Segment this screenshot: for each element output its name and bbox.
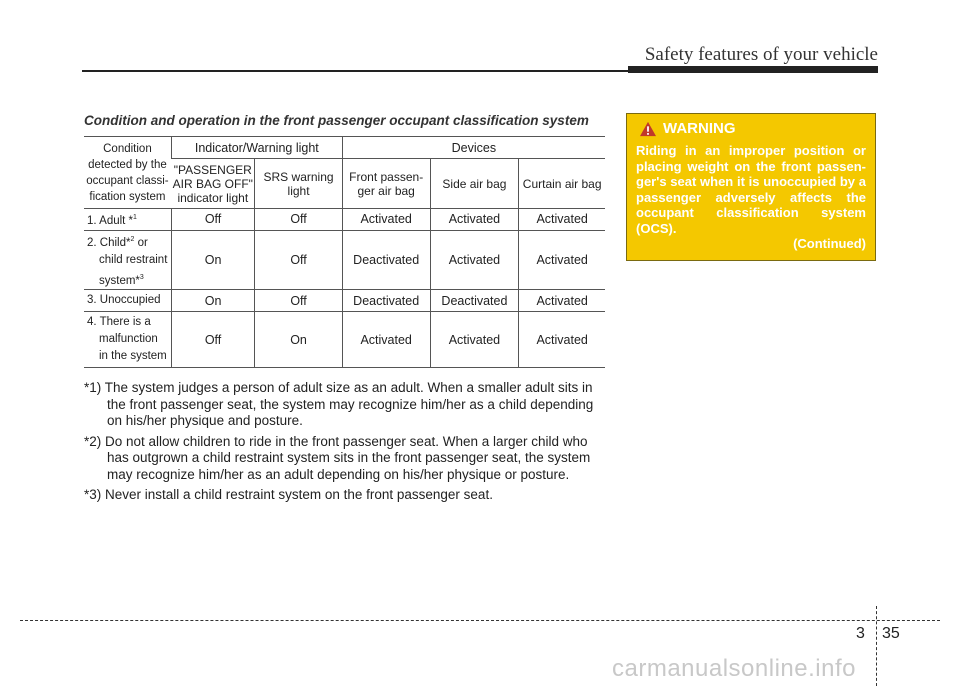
cell-front: Activated [342,209,430,231]
warning-heading: WARNING [663,120,736,137]
table-row [84,290,605,312]
header-tab-bar [628,66,878,73]
cell-side: Activated [430,230,519,290]
cell-curtain: Activated [519,230,605,290]
page-number: 35 [882,625,900,642]
row-condition: 3. Unoccupied [84,290,171,312]
cell-front: Activated [342,312,430,368]
cell-srs: On [255,312,343,368]
warning-body: Riding in an improper position or placing weight on the front passen- ger's seat when it is unoccupied by a passenger adversely affects the occupant classification system (OCS). [636,143,866,236]
row-condition: 2. Child*$^2$ or child restraint system*$^3$ [84,230,171,290]
cell-pab: Off [171,209,254,231]
warning-triangle-icon [639,121,657,137]
table-row [84,312,605,368]
cell-side: Activated [430,312,519,368]
cell-srs: Off [255,230,343,290]
row-condition: 4. There is a malfunction in the system [84,312,171,368]
header-condition: Condition detected by the occupant classi- fication system [84,137,171,209]
header-title: Safety features of your vehicle [644,44,878,65]
ocs-table [84,136,605,368]
warning-box [626,113,876,261]
row-condition: 1. Adult *$^1$ [84,209,171,231]
cell-pab: Off [171,312,254,368]
warning-header [636,120,866,137]
footnotes [84,380,604,508]
cell-front: Deactivated [342,230,430,290]
cell-front: Deactivated [342,290,430,312]
cell-srs: Off [255,209,343,231]
header-pab-off: "PASSENGER AIR BAG OFF" indicator light [171,159,254,209]
watermark: carmanualsonline.info [612,655,856,682]
chapter-number: 3 [856,625,865,642]
table-row [84,209,605,231]
header-srs: SRS warning light [255,159,343,209]
cell-curtain: Activated [519,312,605,368]
header-front-bag: Front passen- ger air bag [342,159,430,209]
cell-side: Activated [430,209,519,231]
header-side-bag: Side air bag [430,159,519,209]
cell-pab: On [171,290,254,312]
header-indicator-group: Indicator/Warning light [171,137,342,159]
cell-pab: On [171,230,254,290]
cell-curtain: Activated [519,290,605,312]
cell-side: Deactivated [430,290,519,312]
section-title: Condition and operation in the front passenger occupant classification system [84,113,589,128]
warning-continued: (Continued) [793,236,866,251]
cell-srs: Off [255,290,343,312]
footer-rule [20,620,940,621]
table-row [84,230,605,290]
footnote-1: *1) The system judges a person of adult size as an adult. When a smaller adult sits in the front passenger seat, the system may recognize him/her as a child depending on his/her physique and posture. [84,380,594,428]
footnote-3: *3) Never install a child restraint system on the front passenger seat. [84,487,493,502]
footer-divider [876,606,877,686]
header-curtain-bag: Curtain air bag [519,159,605,209]
cell-curtain: Activated [519,209,605,231]
header-devices-group: Devices [342,137,605,159]
footnote-2: *2) Do not allow children to ride in the front passenger seat. When a larger child who has outgrown a child restraint system sits in the front passenger seat, the system may recognize him/her as an adult depending on his/her physique or posture. [84,433,591,482]
